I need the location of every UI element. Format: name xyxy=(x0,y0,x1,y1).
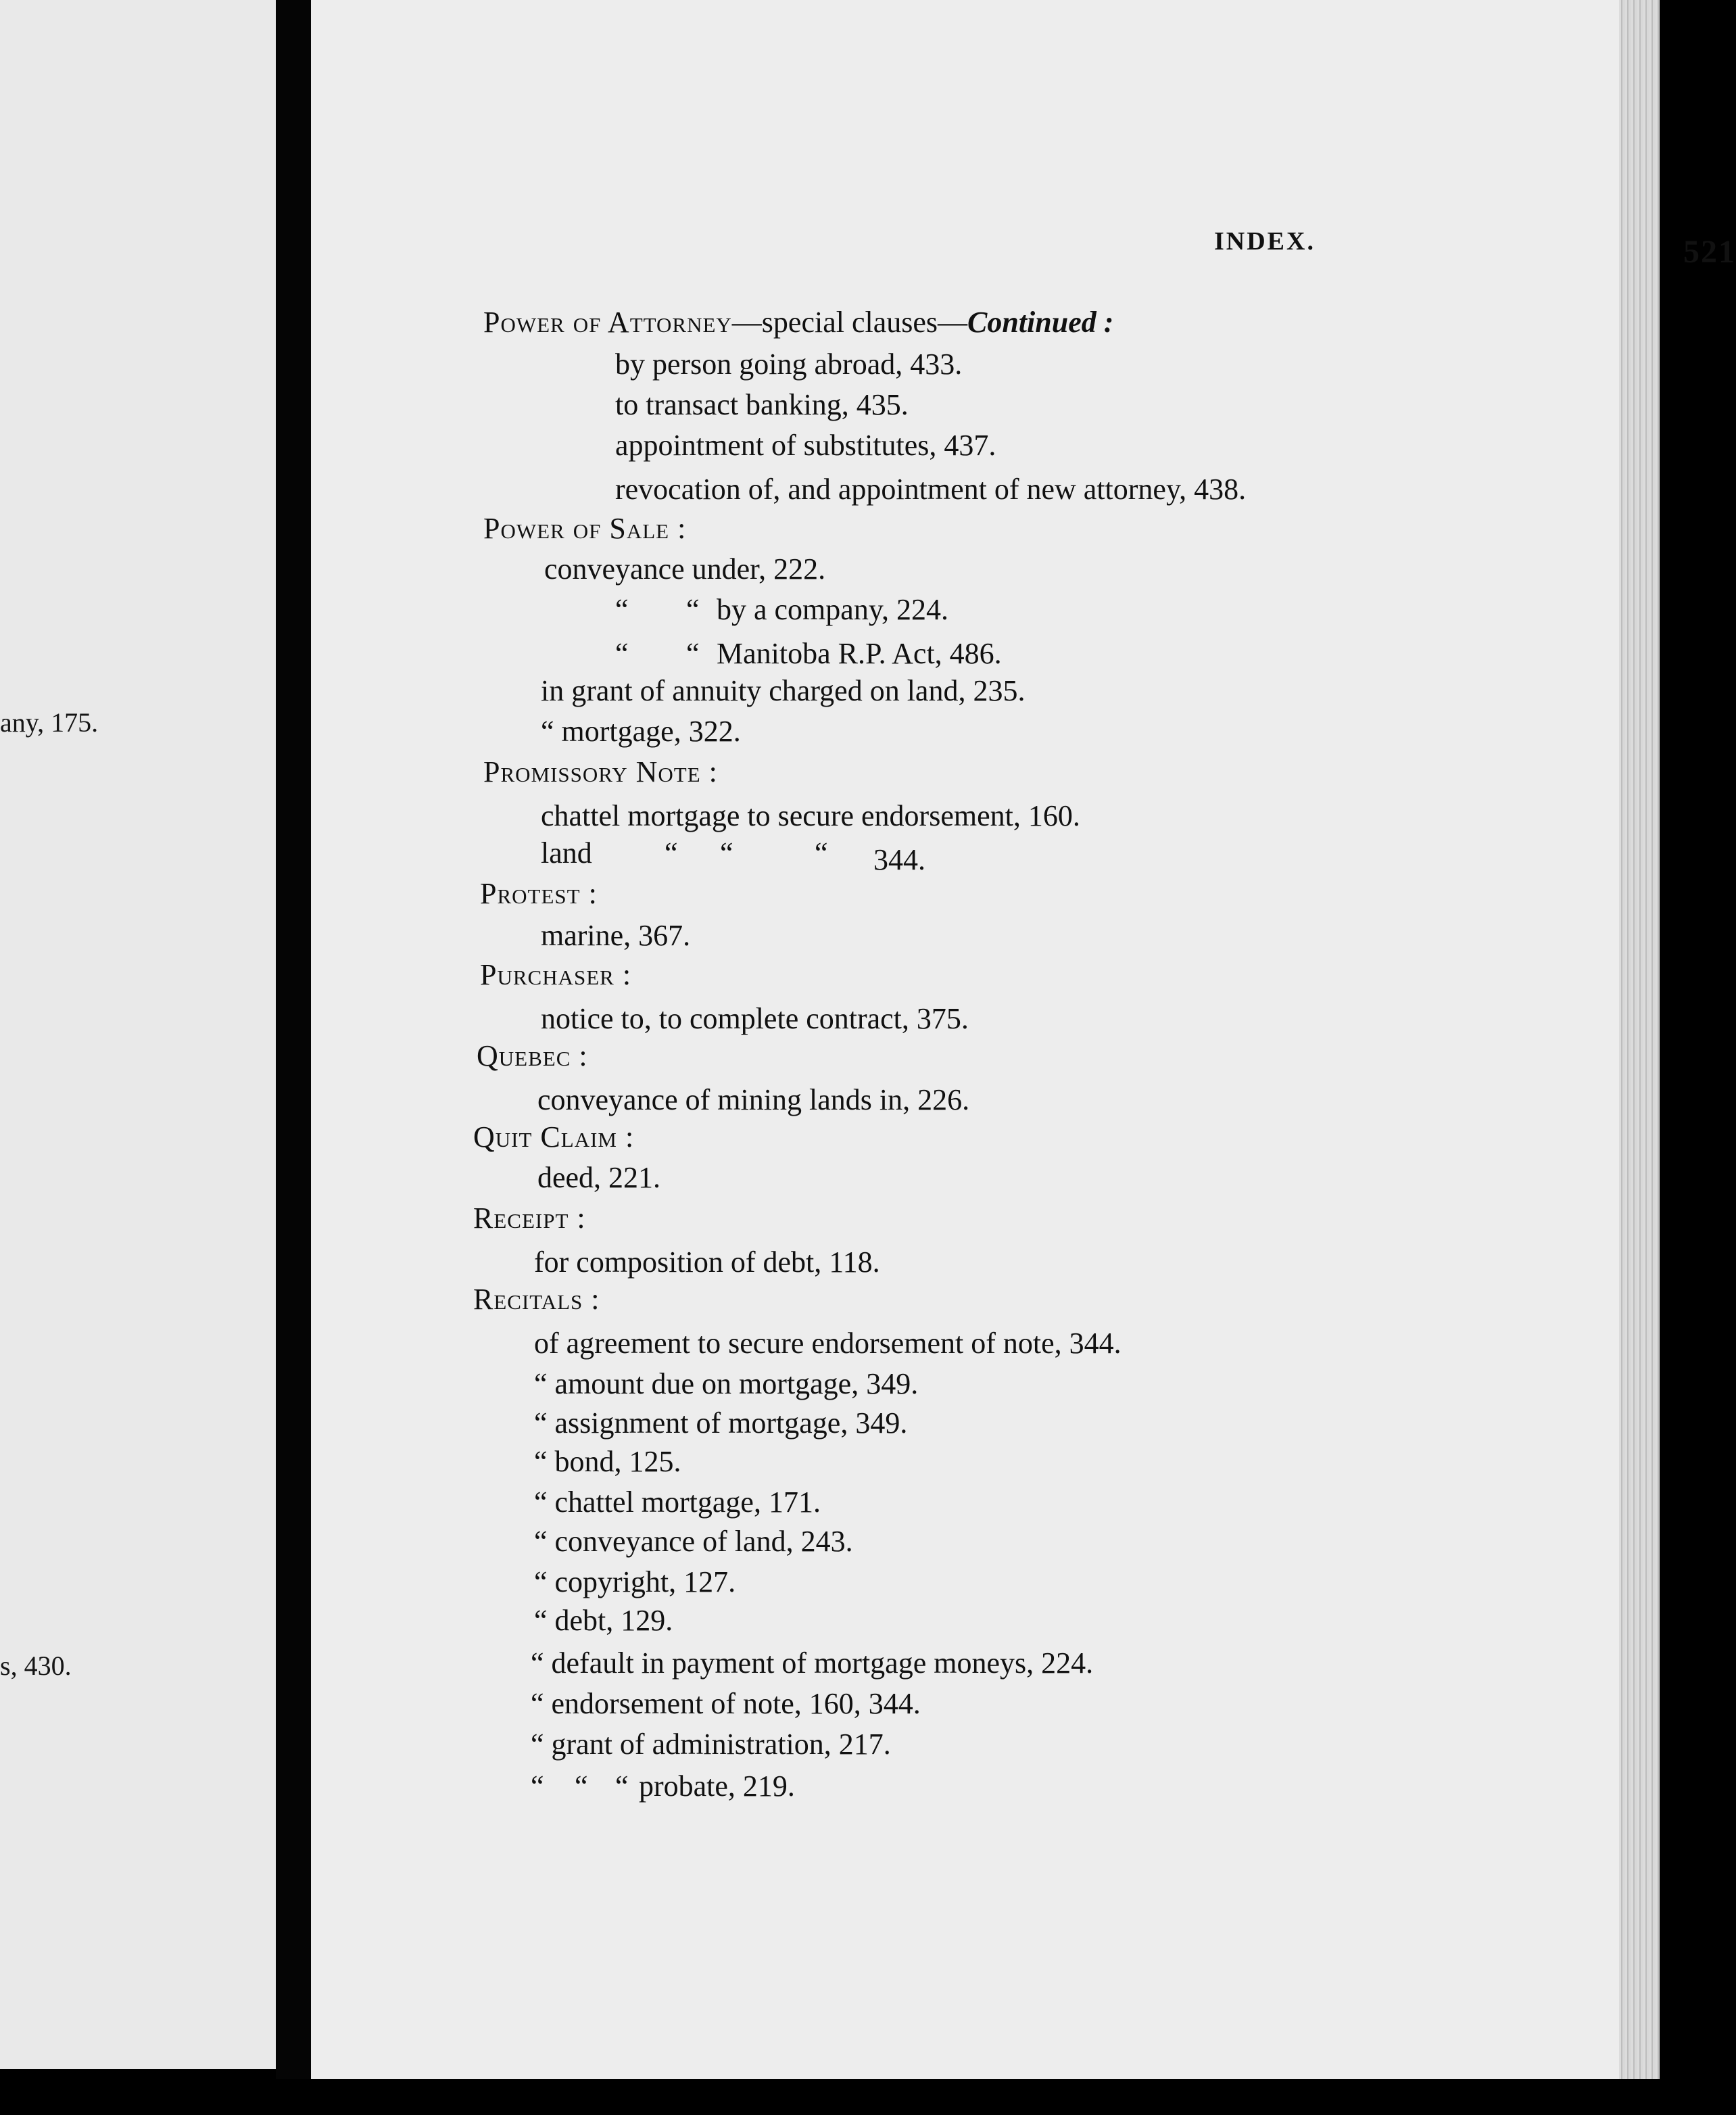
index-subentry: appointment of substitutes, 437. xyxy=(615,429,996,462)
ditto-mark: “ xyxy=(686,593,700,626)
heading-subtext: —special clauses— xyxy=(731,306,968,339)
page-number: 521 xyxy=(1683,234,1736,270)
index-subentry: deed, 221. xyxy=(537,1161,661,1194)
ditto-mark: “ xyxy=(686,637,700,670)
facing-page-fragment: s, 430. xyxy=(0,1650,72,1681)
ditto-entry-text: land xyxy=(541,836,592,870)
index-heading-promissory-note: Promissory Note : xyxy=(483,755,718,788)
book-gutter xyxy=(276,0,311,2115)
index-subentry-ditto xyxy=(531,1769,795,1803)
index-subentry: “ debt, 129. xyxy=(534,1604,673,1637)
ditto-mark: “ xyxy=(665,836,678,870)
index-subentry-ditto xyxy=(615,593,948,626)
index-subentry: conveyance of mining lands in, 226. xyxy=(537,1083,970,1116)
index-heading-power-of-sale: Power of Sale : xyxy=(483,512,687,545)
index-subentry: “ bond, 125. xyxy=(534,1445,681,1478)
index-heading-recitals: Recitals : xyxy=(473,1283,600,1316)
index-subentry: by person going abroad, 433. xyxy=(615,348,963,381)
ditto-mark: “ xyxy=(615,637,629,670)
heading-text: Power of Attorney xyxy=(483,306,732,339)
ditto-mark: “ xyxy=(615,1769,629,1803)
index-subentry: in grant of annuity charged on land, 235. xyxy=(541,674,1026,707)
index-subentry: “ assignment of mortgage, 349. xyxy=(534,1406,908,1440)
index-subentry-ditto xyxy=(541,836,925,876)
index-subentry: “ grant of administration, 217. xyxy=(531,1728,891,1761)
index-subentry: notice to, to complete contract, 375. xyxy=(541,1002,969,1035)
facing-page xyxy=(0,0,276,2069)
ditto-entry-text: probate, 219. xyxy=(639,1769,795,1803)
ditto-mark: “ xyxy=(531,1769,544,1803)
index-heading-purchaser: Purchaser : xyxy=(480,958,632,991)
ditto-entry-text: Manitoba R.P. Act, 486. xyxy=(717,637,1002,670)
running-head: INDEX. xyxy=(1214,227,1316,256)
ditto-mark: “ xyxy=(615,593,629,626)
index-subentry: revocation of, and appointment of new attorney, 438. xyxy=(615,473,1247,506)
facing-page-fragment: any, 175. xyxy=(0,707,99,738)
index-subentry: “ chattel mortgage, 171. xyxy=(534,1486,821,1519)
index-subentry: “ endorsement of note, 160, 344. xyxy=(531,1687,921,1720)
index-subentry: chattel mortgage to secure endorsement, 160. xyxy=(541,799,1080,832)
ditto-entry-text: by a company, 224. xyxy=(717,593,948,626)
index-subentry: of agreement to secure endorsement of note, 344. xyxy=(534,1327,1122,1360)
index-subentry-ditto xyxy=(615,637,1002,670)
index-subentry: for composition of debt, 118. xyxy=(534,1245,880,1279)
index-heading-receipt: Receipt : xyxy=(473,1202,586,1235)
index-subentry: “ amount due on mortgage, 349. xyxy=(534,1367,919,1400)
ditto-entry-number: 344. xyxy=(873,843,925,876)
ditto-mark: “ xyxy=(815,836,828,870)
index-subentry: conveyance under, 222. xyxy=(544,552,826,586)
index-heading-protest: Protest : xyxy=(480,877,598,910)
index-subentry: to transact banking, 435. xyxy=(615,388,909,421)
index-subentry: “ copyright, 127. xyxy=(534,1565,736,1598)
index-heading-quit-claim: Quit Claim : xyxy=(473,1120,635,1154)
page-edge xyxy=(1619,0,1660,2079)
continued-label: Continued : xyxy=(967,306,1114,339)
index-subentry: “ conveyance of land, 243. xyxy=(534,1525,853,1558)
ditto-mark: “ xyxy=(720,836,733,870)
index-subentry: “ default in payment of mortgage moneys, 224. xyxy=(531,1646,1094,1680)
index-page xyxy=(311,0,1736,2079)
ditto-mark: “ xyxy=(575,1769,588,1803)
index-heading-quebec: Quebec : xyxy=(477,1039,588,1072)
index-heading-power-of-attorney xyxy=(483,308,1113,337)
index-subentry: marine, 367. xyxy=(541,919,691,952)
index-subentry: “ mortgage, 322. xyxy=(541,715,741,748)
scan-border xyxy=(0,2079,1679,2115)
